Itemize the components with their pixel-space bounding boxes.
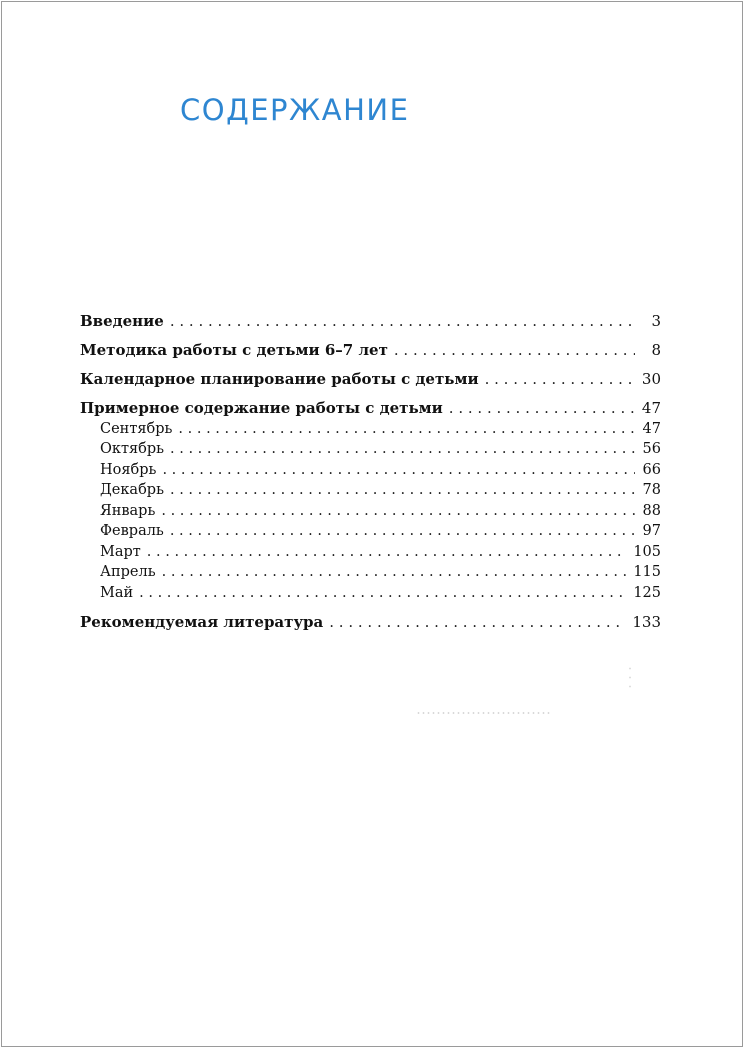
toc-entry-page: 78 — [642, 482, 661, 498]
table-of-contents — [80, 311, 661, 632]
toc-entry-page: 8 — [651, 341, 661, 359]
toc-entry-label: Методика работы с детьми 6–7 лет — [80, 341, 388, 359]
faint-bleed-through-dots — [626, 664, 634, 690]
dot-leader — [394, 340, 635, 361]
toc-entry-page: 56 — [642, 441, 661, 457]
dot-leader — [170, 439, 635, 460]
toc-entry-label: Февраль — [100, 523, 164, 539]
dot-leader — [162, 460, 635, 481]
toc-entry-label: Рекомендуемая литература — [80, 612, 324, 631]
toc-subentry — [80, 542, 661, 563]
toc-entry-page: 105 — [633, 543, 661, 560]
dot-leader — [170, 311, 635, 332]
toc-entry-label: Май — [100, 584, 134, 601]
toc-entry — [80, 340, 661, 361]
toc-subentry — [80, 439, 661, 460]
toc-entry-page: 47 — [641, 399, 661, 417]
toc-entry-label: Апрель — [100, 564, 156, 580]
toc-entry-page: 125 — [633, 584, 661, 601]
dot-leader — [161, 501, 635, 522]
toc-subentry — [80, 562, 661, 583]
dot-leader — [449, 398, 635, 419]
dot-leader — [170, 521, 635, 542]
toc-entry-label: Март — [100, 543, 141, 560]
toc-entry-page: 66 — [642, 461, 661, 478]
toc-subentry — [80, 583, 661, 604]
toc-entry-label: Октябрь — [100, 441, 165, 457]
toc-entry — [80, 369, 661, 390]
page-title: СОДЕРЖАНИЕ — [180, 93, 410, 128]
toc-entry-label: Введение — [80, 312, 164, 330]
toc-entry — [80, 398, 661, 419]
toc-entry-page: 30 — [641, 370, 661, 388]
dot-leader — [178, 419, 635, 440]
toc-entry-label: Сентябрь — [100, 420, 173, 437]
dot-leader — [485, 369, 635, 390]
toc-entry — [80, 311, 661, 332]
dot-leader — [162, 562, 628, 583]
document-page — [1, 1, 743, 1047]
toc-entry-page: 88 — [642, 502, 661, 519]
dot-leader — [329, 612, 626, 633]
toc-entry-label: Примерное содержание работы с детьми — [80, 399, 443, 417]
toc-entry-label: Январь — [100, 502, 156, 519]
toc-entry-page: 47 — [642, 420, 661, 437]
toc-entry-page: 97 — [642, 523, 661, 539]
toc-subentry — [80, 480, 661, 501]
dot-leader — [170, 480, 635, 501]
toc-entry-page: 115 — [633, 564, 661, 580]
toc-subentry — [80, 419, 661, 440]
toc-entry-label: Календарное планирование работы с детьми — [80, 370, 479, 388]
toc-subentry — [80, 521, 661, 542]
toc-subentry — [80, 460, 661, 481]
toc-entry-label: Декабрь — [100, 482, 164, 498]
toc-entry-page: 133 — [632, 612, 661, 631]
faint-bleed-through-leader — [416, 708, 550, 718]
dot-leader — [147, 542, 628, 563]
toc-entry-label: Ноябрь — [100, 461, 157, 478]
toc-entry — [80, 612, 661, 633]
toc-subentry — [80, 501, 661, 522]
toc-entry-page: 3 — [651, 312, 661, 330]
dot-leader — [139, 583, 627, 604]
